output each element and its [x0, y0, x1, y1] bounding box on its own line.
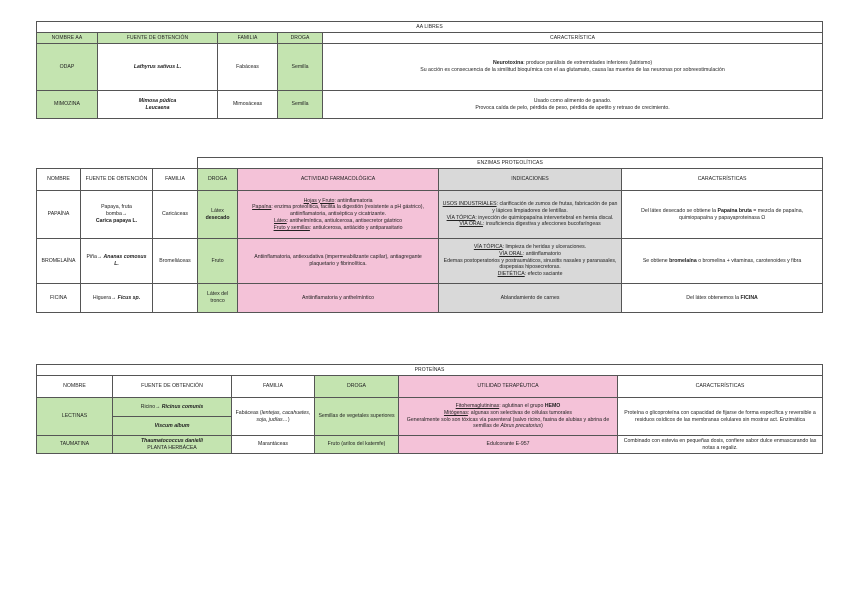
- bromelaina-fuente-2: Ananas comosus L.: [103, 254, 147, 267]
- papaina-ind-1-text: : inyección de quimiopapaína intervertebral en hernia discal.: [475, 214, 614, 221]
- ficina-car-bold: FICINA: [740, 294, 758, 301]
- bromelaina-car-1: Se obtiene: [642, 257, 670, 264]
- aa-odap-nombre: ODAP: [37, 44, 98, 91]
- bromelaina-droga: Fruto: [198, 239, 238, 284]
- lectinas-util-u1: Fitohemaglutininas: [455, 402, 500, 409]
- bromelaina-actividad: Antiinflamatoria, antiexudativa (impermeabilizante capilar), antiagregante plaquetario y fibrinolítica.: [238, 239, 439, 284]
- lectinas-familia-1: Fabáceas (: [235, 409, 262, 416]
- lectinas-caracteristicas: Proteína o glicoproteína con capacidad de fijarse de forma específica y reversible a residuos osídicos de las membranas celulares sin mostrar act. Enzimática: [618, 398, 823, 436]
- bromelaina-ind-3-label: DIETÉTICA: [497, 271, 525, 278]
- prot-header-nombre: NOMBRE: [37, 376, 113, 398]
- table-row: [37, 191, 823, 239]
- odap-car-line1: : produce parálisis de extremidades inferiores (latirismo): [523, 60, 653, 67]
- taumatina-fuente-1: Thaumatococcus danielli: [141, 437, 203, 444]
- lectinas-familia: [232, 398, 315, 436]
- ficina-indicaciones: Ablandamiento de carnes: [439, 284, 622, 313]
- ficina-droga: Látex del tronco: [198, 284, 238, 313]
- papaina-car-1: Del látex desecado se obtiene la: [641, 207, 718, 214]
- lectinas-nombre: LECTINAS: [37, 398, 113, 436]
- papaina-droga-2: desecado: [205, 214, 230, 221]
- papaina-fuente-1: Papaya, fruta: [101, 204, 132, 211]
- papaina-act-0-text: : antiinflamatoria: [334, 197, 373, 204]
- bromelaina-caracteristicas: [622, 239, 823, 284]
- taumatina-caracteristicas: Combinado con estevia en pequeñas dosis, confiere sabor dulce enmascarando las notas a regaliz.: [618, 436, 823, 454]
- papaina-indicaciones: [439, 191, 622, 239]
- papaina-fuente: [81, 191, 153, 239]
- papaina-ind-0-text: : clarificación de zumos de frutas, fabricación de pan y lápices limpiadores de lentillas.: [492, 200, 618, 214]
- lectinas-fuente-a1: Ricino→: [140, 403, 161, 410]
- aa-header-droga: DROGA: [278, 33, 323, 44]
- ficina-actividad: Antiinflamatoria y anthelmíntico: [238, 284, 439, 313]
- mimozina-fuente-1: Mimosa púdica: [138, 97, 177, 104]
- lectinas-util-b1: HEMO: [544, 402, 561, 409]
- papaina-car-2: = mezcla de papaína, quimiopapaína y papayaproteinasa Ω: [679, 207, 804, 221]
- lectinas-util-t2: : algunas son selectivas de células tumorales: [467, 409, 573, 416]
- bromelaina-ind-2-text: Edemas postoperatorios y postraumáticos, sinusitis nasales y paranasales, dispepsias hiposecretoras.: [443, 257, 617, 271]
- mimozina-car-line2: Provoca caída de pelo, pérdida de peso, pérdida de apetito y retraso de crecimiento.: [475, 104, 670, 111]
- taumatina-fuente: [113, 436, 232, 454]
- lectinas-util-i3: Abrus precatorius: [500, 423, 542, 430]
- lectinas-utilidad: [399, 398, 618, 436]
- papaina-ind-0-label: USOS INDUSTRIALES: [442, 200, 497, 207]
- papaina-caracteristicas: [622, 191, 823, 239]
- papaina-nombre: PAPAÍNA: [37, 191, 81, 239]
- odap-car-line2: Su acción es consecuencia de la similitud bioquímica con el aa glutamato, causa las muertes de las neuronas por sobreestimulación: [420, 67, 725, 73]
- aa-header-nombre: NOMBRE AA: [37, 33, 98, 44]
- papaina-act-1-text: : enzima proteolítica, facilita la digestión (resistente a pH gástrico), antiinflamatoria, antiséptica y cicatrizante.: [271, 204, 424, 218]
- ficina-familia: [153, 284, 198, 313]
- papaina-act-2-text: : antihelmíntica, antiulcerosa, antisecretor gástrico: [286, 217, 403, 224]
- odap-neurotoxina: Neurotoxina: [492, 60, 524, 67]
- papaina-fuente-2: bomba→: [105, 211, 128, 218]
- bromelaina-ind-0-text: : limpieza de heridas y ulceraciones.: [502, 244, 587, 250]
- table-row: [37, 239, 823, 284]
- papaina-act-3-label: Fruto y semillas: [273, 224, 310, 231]
- papaina-ind-2-label: VÍA ORAL: [459, 221, 484, 228]
- aa-mimozina-familia: Mimosáceas: [218, 91, 278, 119]
- enz-header-caracteristicas: CARACTERÍSTICAS: [622, 169, 823, 191]
- enz-header-indicaciones: INDICACIONES: [439, 169, 622, 191]
- papaina-familia: Caricáceas: [153, 191, 198, 239]
- papaina-fuente-3: Carica papaya L.: [95, 217, 138, 224]
- papaina-act-3-text: : antiulcerosa, antiácido y antiparasitario: [309, 224, 403, 231]
- enz-header-actividad: ACTIVIDAD FARMACOLÓGICA: [238, 169, 439, 191]
- aa-odap-droga: Semilla: [278, 44, 323, 91]
- papaina-act-0-label: Hojas y Fruto: [303, 197, 335, 204]
- enz-header-familia: FAMILIA: [153, 169, 198, 191]
- table-row: [37, 44, 823, 91]
- taumatina-fuente-2: PLANTA HERBÁCEA: [147, 444, 197, 451]
- enz-title-spacer: [37, 158, 198, 169]
- lectinas-droga: Semillas de vegetales superiores: [315, 398, 399, 436]
- prot-header-caracteristicas: CARACTERÍSTICAS: [618, 376, 823, 398]
- ficina-car-1: Del látex obtenemos la: [686, 294, 741, 301]
- enz-header-nombre: NOMBRE: [37, 169, 81, 191]
- papaina-act-1-label: Papaína: [252, 204, 272, 211]
- papaina-droga-1: Látex: [211, 207, 224, 214]
- bromelaina-ind-1-label: VÍA ORAL: [499, 250, 523, 257]
- ficina-nombre: FICINA: [37, 284, 81, 313]
- bromelaina-fuente-1: Piña→: [86, 254, 103, 261]
- prot-header-droga: DROGA: [315, 376, 399, 398]
- papaina-ind-2-text: : insuficiencia digestiva y afecciones bucofaríngeas: [483, 221, 601, 228]
- papaina-act-2-label: Látex: [274, 217, 287, 224]
- lectinas-util-u2: Mitógenas: [443, 409, 468, 416]
- aa-odap-caracteristica: [323, 44, 823, 91]
- ficina-fuente-2: Ficus sp.: [117, 294, 141, 301]
- enz-table-title: ENZIMAS PROTEOLÍTICAS: [198, 158, 823, 169]
- enz-header-fuente: FUENTE DE OBTENCIÓN: [81, 169, 153, 191]
- prot-table-title: PROTEÍNAS: [37, 365, 823, 376]
- bromelaina-familia: Bromeliáceas: [153, 239, 198, 284]
- papaina-actividad: [238, 191, 439, 239]
- papaina-car-bold: Papaína bruta: [717, 207, 752, 214]
- bromelaina-ind-3-text: : efecto saciante: [524, 271, 563, 278]
- lectinas-familia-i: lentejas, cacahuetes, soja, judías…: [256, 409, 311, 423]
- enz-header-droga: DROGA: [198, 169, 238, 191]
- mimozina-car-line1: Usado como alimento de ganado.: [533, 97, 612, 104]
- taumatina-familia: Marantáceas: [232, 436, 315, 454]
- aa-mimozina-caracteristica: [323, 91, 823, 119]
- lectinas-fuente-viscum: Viscum album: [113, 417, 232, 436]
- mimozina-fuente-2: Leucaena: [145, 104, 170, 111]
- lectinas-util-t3: Generalmente solo son tóxicas vía parenteral (salvo ricino, fasina de alubias y abrina de semillas de: [406, 416, 610, 430]
- table-row: [37, 398, 823, 417]
- aa-libres-table: [36, 21, 823, 119]
- bromelaina-fuente: [81, 239, 153, 284]
- aa-table-title: AA LIBRES: [37, 22, 823, 33]
- table-row: [37, 436, 823, 454]
- lectinas-familia-2: ): [287, 416, 290, 423]
- enzimas-table: [36, 157, 823, 313]
- aa-header-familia: FAMILIA: [218, 33, 278, 44]
- bromelaina-ind-1-text: : antiinflamatorio: [522, 250, 561, 257]
- table-row: [37, 91, 823, 119]
- table-row: [37, 284, 823, 313]
- aa-mimozina-droga: Semilla: [278, 91, 323, 119]
- taumatina-utilidad: Edulcorante E-957: [399, 436, 618, 454]
- taumatina-droga: Fruto (arilos del katemfe): [315, 436, 399, 454]
- proteinas-table: [36, 364, 823, 454]
- prot-header-fuente: FUENTE DE OBTENCIÓN: [113, 376, 232, 398]
- aa-odap-familia: Fabáceas: [218, 44, 278, 91]
- lectinas-util-t1: : aglutinan el grupo: [499, 402, 545, 409]
- lectinas-fuente-a2: Ricinus comunis: [161, 403, 204, 410]
- aa-odap-fuente: Lathyrus sativus L.: [98, 44, 218, 91]
- aa-header-fuente: FUENTE DE OBTENCIÓN: [98, 33, 218, 44]
- taumatina-nombre: TAUMATINA: [37, 436, 113, 454]
- papaina-droga: [198, 191, 238, 239]
- aa-header-caracteristica: CARACTERÍSTICA: [323, 33, 823, 44]
- ficina-caracteristicas: [622, 284, 823, 313]
- lectinas-util-t3b: ): [541, 423, 543, 430]
- bromelaina-car-bold: bromelaína: [669, 257, 697, 264]
- aa-mimozina-fuente: [98, 91, 218, 119]
- aa-mimozina-nombre: MIMOZINA: [37, 91, 98, 119]
- ficina-fuente-1: Higuera→: [92, 294, 117, 301]
- bromelaina-ind-0-label: VÍA TÓPICA: [473, 244, 503, 250]
- bromelaina-indicaciones: [439, 239, 622, 284]
- prot-header-familia: FAMILIA: [232, 376, 315, 398]
- bromelaina-car-2: o bromelina + vitaminas, carotenoides y fibra: [696, 257, 802, 264]
- lectinas-fuente-ricino: [113, 398, 232, 417]
- papaina-ind-1-label: VÍA TÓPICA: [446, 214, 476, 221]
- prot-header-utilidad: UTILIDAD TERAPÉUTICA: [399, 376, 618, 398]
- bromelaina-nombre: BROMELAÍNA: [37, 239, 81, 284]
- ficina-fuente: [81, 284, 153, 313]
